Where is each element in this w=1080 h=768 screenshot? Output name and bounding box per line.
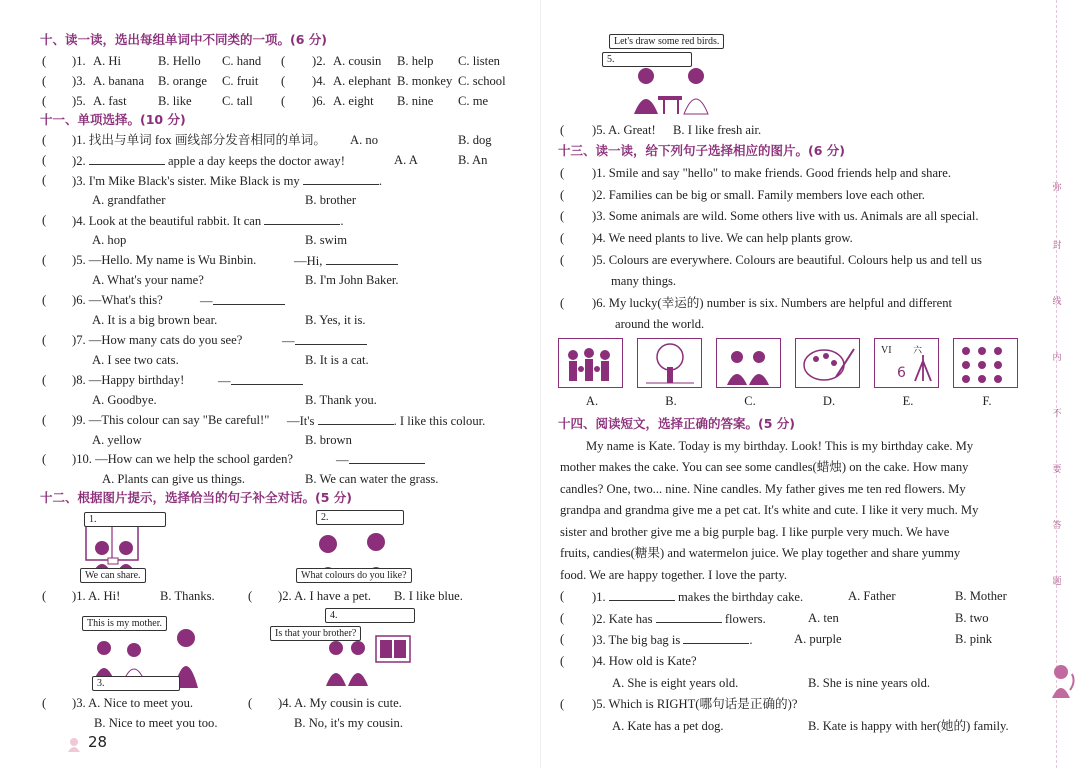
paren: (	[42, 413, 47, 427]
s11-q9-stem: )9. —This colour can say "Be careful!"	[72, 413, 270, 427]
s11-q10-a: A. Plants can give us things.	[102, 472, 246, 486]
s11-q4-a: A. hop	[92, 233, 127, 247]
picture-label: B.	[665, 394, 677, 408]
answer-blank[interactable]	[326, 252, 398, 265]
binding-line	[1056, 0, 1058, 768]
s10-q4-c: C. school	[458, 74, 506, 88]
paren: (	[248, 589, 253, 603]
s13-q6-line2: around the world.	[615, 317, 705, 331]
s10-q4-a: A. elephant	[333, 74, 392, 88]
s11-q5-reply: —Hi,	[294, 252, 398, 269]
section-12-title: 十二、根据图片提示，选择恰当的句子补全对话。(5 分)	[40, 490, 352, 505]
monkey-decoration-icon	[1046, 660, 1076, 700]
paren: (	[42, 452, 47, 466]
picture-4-speech: Is that your brother?	[270, 626, 361, 641]
s11-q6-a: A. It is a big brown bear.	[92, 313, 218, 327]
s10-q5-c: C. tall	[222, 94, 253, 108]
margin-char: 线	[1052, 297, 1062, 307]
picture-5-speech: Let's draw some red birds.	[609, 34, 724, 49]
picture-5-number-box: 5.	[602, 52, 692, 67]
section-14-title: 十四、阅读短文，选择正确的答案。(5 分)	[558, 416, 795, 431]
answer-blank[interactable]	[318, 412, 394, 425]
s10-q1-c: C. hand	[222, 54, 262, 68]
answer-blank[interactable]	[264, 212, 340, 225]
s11-q9-b: B. brown	[305, 433, 352, 447]
s10-paren: (	[42, 74, 47, 88]
picture-label: F.	[982, 394, 992, 408]
picture-label: A.	[585, 394, 599, 408]
s12-q4-b: B. No, it's my cousin.	[294, 716, 403, 730]
picture-label: C.	[744, 394, 756, 408]
s11-q9-a: A. yellow	[92, 433, 142, 447]
s14-q5-a: A. Kate has a pet dog.	[612, 719, 724, 733]
picture-e-number-six: VI 六 6	[874, 338, 939, 388]
s12-q4: )4. A. My cousin is cute.	[278, 696, 402, 710]
picture-label: E.	[902, 394, 914, 408]
picture-c-friends	[716, 338, 781, 388]
s14-q2-stem: )2. Kate has flowers.	[592, 612, 766, 626]
s10-paren: (	[281, 54, 286, 68]
s13-q4: )4. We need plants to live. We can help plants grow.	[592, 231, 853, 245]
picture-a-family	[558, 338, 623, 388]
picture-2-speech: What colours do you like?	[296, 568, 412, 583]
picture-3-speech: This is my mother.	[82, 616, 167, 631]
answer-blank[interactable]	[295, 332, 367, 345]
picture-d-palette	[795, 338, 860, 388]
s11-q2-b: B. An	[458, 153, 488, 167]
paren: (	[560, 166, 565, 180]
s14-q1-stem: )1. makes the birthday cake.	[592, 590, 804, 604]
s11-q5-a: A. What's your name?	[92, 273, 204, 287]
answer-blank[interactable]	[683, 631, 749, 644]
answer-blank[interactable]	[231, 372, 303, 385]
s12-q1: )1. A. Hi!	[72, 589, 121, 603]
s14-q4-a: A. She is eight years old.	[612, 676, 739, 690]
s11-q6-reply: —	[200, 292, 285, 309]
s11-q10-stem: )10. —How can we help the school garden?	[72, 452, 294, 466]
paren: (	[560, 253, 565, 267]
s10-q6-num: )6.	[312, 94, 326, 108]
paren: (	[560, 654, 565, 668]
paren: (	[42, 333, 47, 347]
paren: (	[560, 188, 565, 202]
s13-q6-line1: )6. My lucky(幸运的) number is six. Numbers are helpful and different	[592, 296, 953, 310]
s11-q5-b: B. I'm John Baker.	[305, 273, 399, 287]
s11-q2-a: A. A	[394, 153, 418, 167]
s12-q5: )5. A. Great!	[592, 123, 656, 137]
s12-q5-b: B. I like fresh air.	[673, 123, 762, 137]
s10-q6-b: B. nine	[397, 94, 434, 108]
paren: (	[248, 696, 253, 710]
s10-q3-c: C. fruit	[222, 74, 259, 88]
s14-q3-b: B. pink	[955, 632, 993, 646]
paren: (	[42, 253, 47, 267]
margin-char: 答	[1052, 521, 1062, 531]
s13-q1: )1. Smile and say "hello" to make friends. Good friends help and share.	[592, 166, 951, 180]
s10-q2-b: B. help	[397, 54, 434, 68]
s10-paren: (	[281, 74, 286, 88]
margin-char: 内	[1052, 353, 1062, 363]
s11-q9-reply: —It's . I like this colour.	[287, 414, 486, 428]
section-10-title: 十、读一读，选出每组单词中不同类的一项。(6 分)	[40, 32, 327, 47]
s10-q6-a: A. eight	[333, 94, 374, 108]
s11-q3-stem: )3. I'm Mike Black's sister. Mike Black is my .	[72, 174, 383, 188]
s11-q6-stem: )6. —What's this?	[72, 293, 163, 307]
s10-q3-num: )3.	[72, 74, 86, 88]
margin-char: 要	[1052, 465, 1062, 475]
answer-blank[interactable]	[213, 292, 285, 305]
s14-q5-stem: )5. Which is RIGHT(哪句话是正确的)?	[592, 697, 798, 711]
picture-f-animals	[953, 338, 1018, 388]
s10-q5-num: )5.	[72, 94, 86, 108]
s10-q3-b: B. orange	[158, 74, 207, 88]
answer-blank[interactable]	[609, 588, 675, 601]
s12-q3: )3. A. Nice to meet you.	[72, 696, 194, 710]
page-fold	[540, 0, 541, 768]
s13-q5-line1: )5. Colours are everywhere. Colours are beautiful. Colours help us and tell us	[592, 253, 982, 267]
mascot-icon	[64, 734, 84, 752]
passage-line: mother makes the cake. You can see some candles(蜡烛) on the cake. How many	[560, 460, 969, 474]
paren: (	[42, 173, 47, 187]
s14-q5-b: B. Kate is happy with her(她的) family.	[808, 719, 1009, 733]
s14-q1-a: A. Father	[848, 589, 896, 603]
s10-q2-num: )2.	[312, 54, 326, 68]
passage-line: candles? One, two... nine. Nine candles. My father gives me ten red flowers. My	[560, 482, 966, 496]
section-13-title: 十三、读一读，给下列句子选择相应的图片。(6 分)	[558, 143, 845, 158]
paren: (	[560, 123, 565, 137]
s10-q1-a: A. Hi	[93, 54, 121, 68]
paren: (	[560, 697, 565, 711]
s10-paren: (	[42, 94, 47, 108]
s10-q1-b: B. Hello	[158, 54, 201, 68]
margin-char: 不	[1052, 409, 1062, 419]
s10-q4-b: B. monkey	[397, 74, 453, 88]
picture-b-tree	[637, 338, 702, 388]
paren: (	[560, 209, 565, 223]
answer-blank[interactable]	[349, 451, 425, 464]
s14-q4-stem: )4. How old is Kate?	[592, 654, 697, 668]
s11-q10-reply: —	[336, 451, 425, 468]
s12-q3-b: B. Nice to meet you too.	[94, 716, 218, 730]
picture-2-number-box: 2.	[316, 510, 404, 525]
paren: (	[560, 296, 565, 310]
picture-3-number-box: 3.	[92, 676, 180, 691]
s11-q7-b: B. It is a cat.	[305, 353, 369, 367]
passage-line: sister and brother give me a big purple bag. I like purple very much. We have	[560, 525, 950, 539]
s12-q1-b: B. Thanks.	[160, 589, 215, 603]
s11-q8-reply: —	[218, 372, 303, 389]
passage-line: food. We are happy together. I love the party.	[560, 568, 787, 582]
margin-char: 封	[1052, 241, 1062, 251]
s10-q2-c: C. listen	[458, 54, 500, 68]
paren: (	[42, 213, 47, 227]
s11-q1-stem: )1. 找出与单词 fox 画线部分发音相同的单词。	[72, 133, 326, 147]
s10-q3-a: A. banana	[93, 74, 145, 88]
paren: (	[560, 611, 565, 625]
s14-q4-b: B. She is nine years old.	[808, 676, 931, 690]
s11-q4-stem: )4. Look at the beautiful rabbit. It can .	[72, 214, 344, 228]
paren: (	[560, 589, 565, 603]
s12-q2: )2. A. I have a pet.	[278, 589, 372, 603]
picture-label: D.	[822, 394, 836, 408]
s14-q3-a: A. purple	[794, 632, 842, 646]
s11-q8-b: B. Thank you.	[305, 393, 377, 407]
s11-q8-a: A. Goodbye.	[92, 393, 157, 407]
paren: (	[42, 153, 47, 167]
s10-q2-a: A. cousin	[333, 54, 382, 68]
answer-blank[interactable]	[89, 152, 165, 165]
s13-q2: )2. Families can be big or small. Family members love each other.	[592, 188, 925, 202]
picture-1-number-box: 1.	[84, 512, 166, 527]
passage-line: My name is Kate. Today is my birthday. Look! This is my birthday cake. My	[586, 439, 974, 453]
s13-q5-line2: many things.	[611, 274, 677, 288]
s14-q2-a: A. ten	[808, 611, 839, 625]
s11-q7-reply: —	[282, 332, 367, 349]
paren: (	[560, 231, 565, 245]
s10-paren: (	[42, 54, 47, 68]
passage-line: grandpa and grandma give me a pet cat. It's white and cute. I like it very much. My	[560, 503, 979, 517]
s11-q1-b: B. dog	[458, 133, 492, 147]
s10-q5-b: B. like	[158, 94, 192, 108]
answer-blank[interactable]	[303, 172, 379, 185]
s10-paren: (	[281, 94, 286, 108]
s11-q6-b: B. Yes, it is.	[305, 313, 366, 327]
s10-q1-num: )1.	[72, 54, 86, 68]
s11-q3-a: A. grandfather	[92, 193, 166, 207]
s11-q3-b: B. brother	[305, 193, 357, 207]
s11-q1-a: A. no	[350, 133, 378, 147]
s11-q4-b: B. swim	[305, 233, 347, 247]
s11-q7-a: A. I see two cats.	[92, 353, 179, 367]
answer-blank[interactable]	[656, 610, 722, 623]
paren: (	[560, 632, 565, 646]
picture-4-number-box: 4.	[325, 608, 415, 623]
section-11-title: 十一、单项选择。(10 分)	[40, 112, 186, 127]
s13-q3: )3. Some animals are wild. Some others live with us. Animals are all special.	[592, 209, 979, 223]
margin-char: 题	[1052, 577, 1062, 587]
s11-q10-b: B. We can water the grass.	[305, 472, 439, 486]
margin-char: 弥	[1052, 183, 1062, 193]
s10-q6-c: C. me	[458, 94, 489, 108]
s11-q8-stem: )8. —Happy birthday!	[72, 373, 185, 387]
picture-1-speech: We can share.	[80, 568, 146, 583]
s12-q2-b: B. I like blue.	[394, 589, 463, 603]
paren: (	[42, 133, 47, 147]
paren: (	[42, 696, 47, 710]
paren: (	[42, 589, 47, 603]
passage-line: fruits, candies(糖果) and watermelon juice. We play together and share yummy	[560, 546, 961, 560]
page-number: 28	[88, 733, 108, 751]
s11-q2-stem: )2. apple a day keeps the doctor away!	[72, 154, 345, 168]
paren: (	[42, 293, 47, 307]
s14-q2-b: B. two	[955, 611, 989, 625]
s10-q5-a: A. fast	[93, 94, 127, 108]
paren: (	[42, 373, 47, 387]
s11-q5-stem: )5. —Hello. My name is Wu Binbin.	[72, 253, 257, 267]
s11-q7-stem: )7. —How many cats do you see?	[72, 333, 243, 347]
s14-q3-stem: )3. The big bag is .	[592, 633, 753, 647]
s10-q4-num: )4.	[312, 74, 326, 88]
s14-q1-b: B. Mother	[955, 589, 1007, 603]
